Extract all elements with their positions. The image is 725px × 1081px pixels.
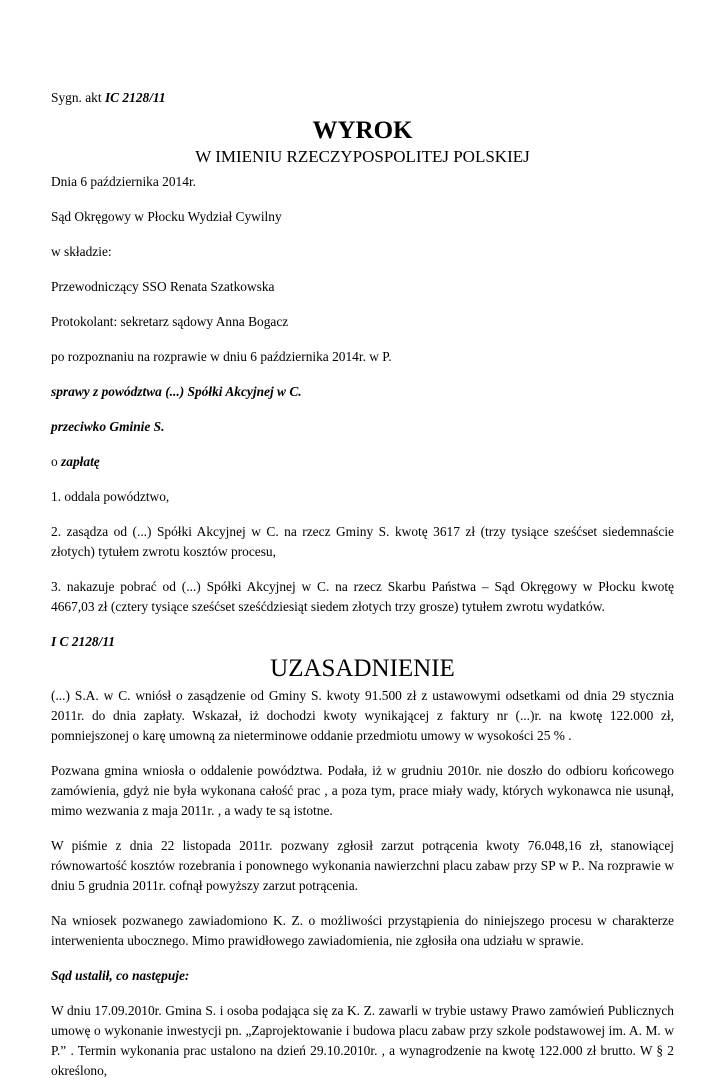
findings-paragraph: W dniu 17.09.2010r. Gmina S. i osoba podająca się za K. Z. zawarli w trybie ustawy Prawo zamówień Publicznych umowę o wykonanie inwestycji pn. „Zaprojektowanie i budowa placu zabaw przy szkole podstawowej im. A. M. w P.” . Termin wykonania prac ustalono na dzień 29.10.2010r. , a wynagrodzenie na kwotę 122.000 zł brutto. W § 2 określono, xyxy=(51,1003,674,1078)
justification-paragraph: W piśmie z dnia 22 listopada 2011r. pozwany zgłosił zarzut potrącenia kwoty 76.048,16 zł, stanowiącej równowartość kosztów rozebrania i ponownego wykonania nawierzchni placu zabaw przy SP w P.. Na rozprawie w dniu 5 grudnia 2011r. cofnął powyższy zarzut potrącenia. xyxy=(51,838,674,893)
case-signature-prefix: Sygn. akt xyxy=(51,90,105,105)
justification-title: UZASADNIENIE xyxy=(270,655,455,682)
hearing-info: po rozpoznaniu na rozprawie w dniu 6 października 2014r. w P. xyxy=(51,349,392,364)
case-signature xyxy=(51,88,674,108)
composition-label: w składzie: xyxy=(51,244,112,259)
judgment-date: Dnia 6 października 2014r. xyxy=(51,174,197,189)
court-clerk: Protokolant: sekretarz sądowy Anna Bogacz xyxy=(51,314,289,329)
judgment-subtitle: W IMIENIU RZECZYPOSPOLITEJ POLSKIEJ xyxy=(195,147,530,166)
ruling-item: 1. oddala powództwo, xyxy=(51,489,170,504)
ruling-item: 3. nakazuje pobrać od (...) Spółki Akcyjnej w C. na rzecz Skarbu Państwa – Sąd Okręgowy w Płocku kwotę 4667,03 zł (cztery tysiące sześćset sześćdziesiąt siedem złotych trzy grosze) tytułem zwrotu wydatków. xyxy=(51,579,674,614)
judgment-title: WYROK xyxy=(312,117,413,144)
case-subject-value: zapłatę xyxy=(61,454,100,469)
ruling-item: 2. zasądza od (...) Spółki Akcyjnej w C. na rzecz Gminy S. kwotę 3617 zł (trzy tysiące sześćset siedemnaście złotych) tytułem zwrotu kosztów procesu, xyxy=(51,524,674,559)
case-claim: sprawy z powództwa (...) Spółki Akcyjnej w C. xyxy=(51,384,302,399)
case-subject xyxy=(51,452,674,472)
justification-paragraph: (...) S.A. w C. wniósł o zasądzenie od Gminy S. kwoty 91.500 zł z ustawowymi odsetkami od dnia 29 stycznia 2011r. do dnia zapłaty. Wskazał, iż dochodzi kwoty wynikającej z faktury nr (...)r. na kwotę 122.000 zł, pomniejszonej o karę umowną za nieterminowe oddanie przedmiotu umowy w wysokości 25 % . xyxy=(51,688,674,743)
justification-paragraph: Na wniosek pozwanego zawiadomiono K. Z. o możliwości przystąpienia do niniejszego procesu w charakterze interwenienta ubocznego. Mimo prawidłowego zawiadomienia, nie zgłosiła ona udziału w sprawie. xyxy=(51,913,674,948)
document-page xyxy=(51,88,674,1081)
justification-paragraph: Pozwana gmina wniosła o oddalenie powództwa. Podała, iż w grudniu 2010r. nie doszło do odbioru końcowego zamówienia, gdyż nie była wykonana całość prac , a poza tym, prace miały wady, których wykonawca nie usunął, mimo wezwania z maja 2011r. , a wady te są istotne. xyxy=(51,763,674,818)
presiding-judge: Przewodniczący SSO Renata Szatkowska xyxy=(51,279,275,294)
case-against: przeciwko Gminie S. xyxy=(51,419,165,434)
court-name: Sąd Okręgowy w Płocku Wydział Cywilny xyxy=(51,209,282,224)
findings-heading: Sąd ustalił, co następuje: xyxy=(51,968,190,983)
case-signature-number: IC 2128/11 xyxy=(104,90,166,105)
justification-case-ref: I C 2128/11 xyxy=(51,634,115,649)
case-subject-prefix: o xyxy=(51,454,62,469)
